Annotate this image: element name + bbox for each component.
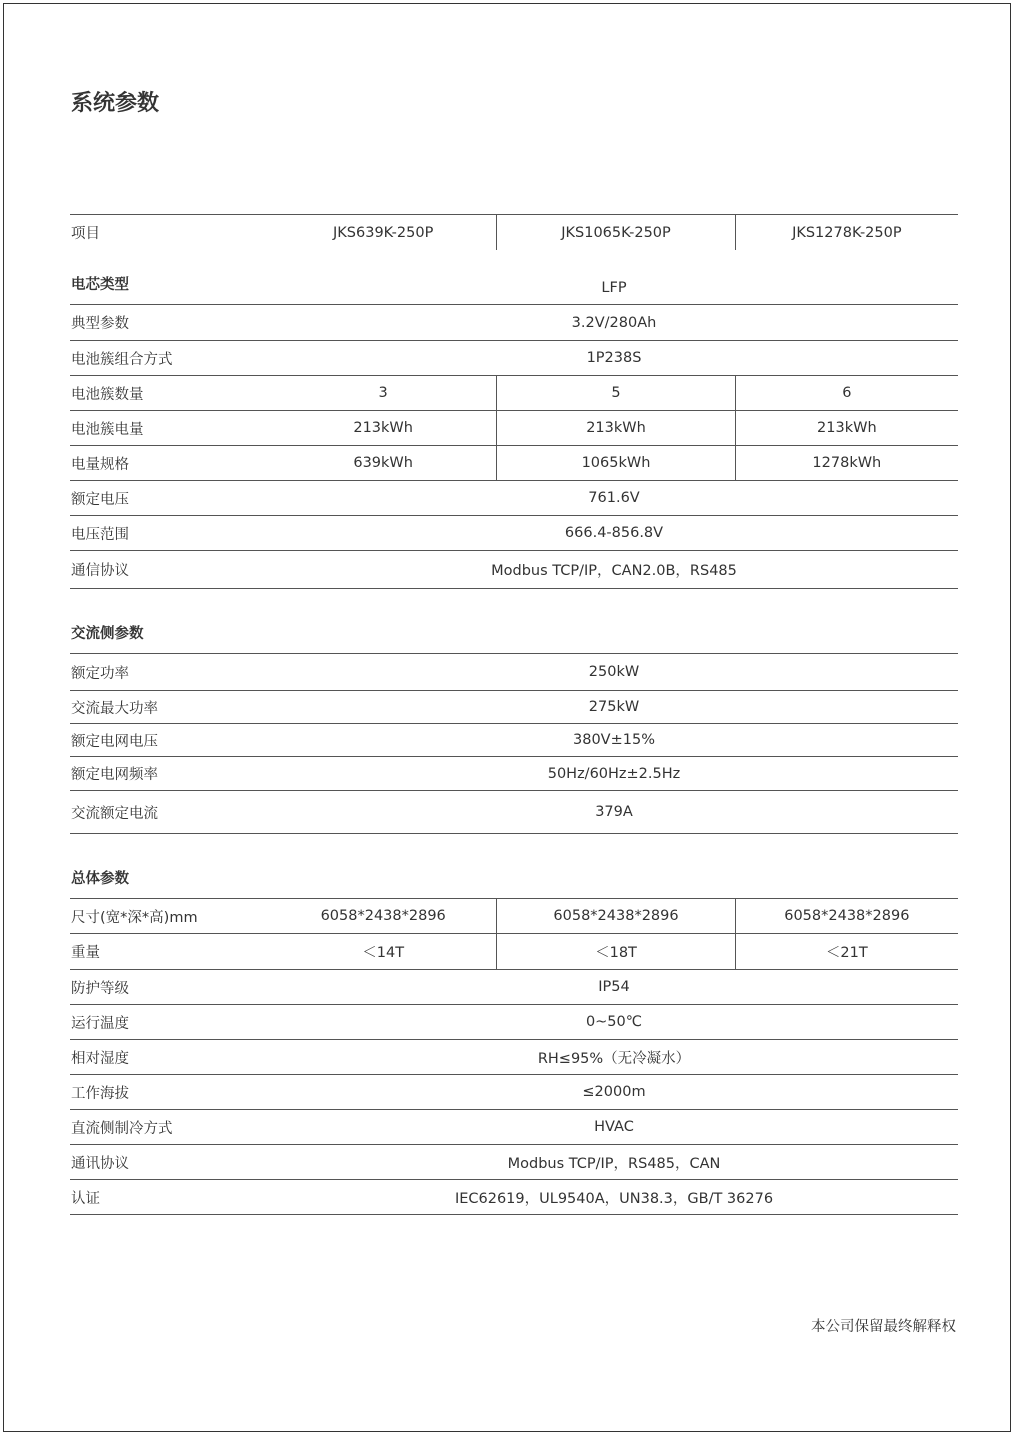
row-value: 380V±15% [573,732,655,748]
row-label: 电池簇数量 [71,386,144,403]
model-3: JKS1278K-250P [735,215,958,250]
row-label: 额定电压 [71,491,129,508]
row-value: 50Hz/60Hz±2.5Hz [547,765,681,782]
row-value: 761.6V [588,490,640,506]
row-label: 典型参数 [71,316,129,332]
row-label: 防护等级 [71,980,129,997]
row-cell: ＜18T [496,934,734,969]
row-cell: 213kWh [735,411,958,445]
row-label: 电压范围 [71,526,129,543]
row-cell: 213kWh [496,411,734,445]
table-row [70,410,958,445]
row-value: 1P238S [586,350,642,366]
section-battery [70,250,958,304]
row-label: 电池簇组合方式 [71,351,173,368]
table-row [70,723,958,756]
row-value: RH≤95%（无冷凝水） [537,1050,691,1067]
row-label: 运行温度 [71,1015,129,1032]
row-label: 认证 [71,1190,100,1207]
table-row [70,1144,958,1179]
model-2: JKS1065K-250P [496,215,734,250]
row-label: 电池簇电量 [71,421,144,438]
row-label: 通讯协议 [71,1155,129,1172]
footer-note: 本公司保留最终解释权 [811,1319,956,1335]
page-title: 系统参数 [71,91,160,116]
row-label: 额定功率 [71,665,129,682]
table-row [70,340,958,375]
section-label-ac: 交流侧参数 [71,626,144,642]
table-row [70,969,958,1004]
row-label: 通信协议 [71,563,129,579]
row-cell: 6058*2438*2896 [735,899,958,933]
cell-type-value: LFP [601,280,627,296]
header-label: 项目 [71,226,100,242]
row-label: 重量 [71,945,100,961]
row-value: IEC62619，UL9540A，UN38.3，GB/T 36276 [454,1190,774,1207]
row-value: HVAC [594,1119,634,1135]
row-value: 0~50℃ [585,1014,643,1030]
row-cell: 213kWh [353,420,413,436]
table-row [70,550,958,589]
row-value: IP54 [598,979,630,995]
row-cell: ＜14T [362,945,405,961]
row-value: Modbus TCP/IP，CAN2.0B，RS485 [491,563,737,579]
row-value: 275kW [588,699,640,715]
section-ac [70,589,958,653]
table-row [70,690,958,723]
table-row [70,790,958,834]
table-row [70,756,958,790]
row-label: 尺寸(宽*深*高)mm [71,909,198,926]
section-label-battery: 电芯类型 [71,277,129,293]
row-label: 直流侧制冷方式 [71,1120,173,1137]
row-label: 交流最大功率 [71,700,158,717]
row-cell: 6 [735,376,958,410]
row-label: 额定电网电压 [71,733,158,750]
table-row [70,933,958,969]
table-row [70,1074,958,1109]
row-value: 3.2V/280Ah [571,314,657,331]
row-cell: 6058*2438*2896 [320,908,446,924]
table-header-row [70,214,958,250]
row-value: Modbus TCP/IP，RS485，CAN [507,1155,721,1172]
row-label: 额定电网频率 [71,767,158,783]
model-1: JKS639K-250P [333,224,434,241]
table-row [70,375,958,410]
table-row [70,1109,958,1144]
row-cell: ＜21T [735,934,958,969]
row-cell: 3 [378,385,388,401]
section-general [70,834,958,898]
row-cell: 5 [496,376,734,410]
row-label: 相对湿度 [71,1050,129,1067]
table-row [70,1039,958,1074]
row-cell: 6058*2438*2896 [496,899,734,933]
table-row [70,304,958,340]
table-row [70,480,958,515]
table-row [70,898,958,933]
row-cell: 1278kWh [735,446,958,480]
spec-table [70,214,958,1215]
row-value: 250kW [588,664,640,680]
row-cell: 1065kWh [496,446,734,480]
row-value: 666.4-856.8V [564,525,664,541]
row-label: 工作海拔 [71,1085,129,1102]
row-value: 379A [595,804,633,820]
table-row [70,1004,958,1039]
row-label: 电量规格 [71,456,129,473]
row-cell: 639kWh [353,455,413,471]
section-label-general: 总体参数 [71,871,129,887]
table-row [70,515,958,550]
table-row [70,1179,958,1215]
table-row [70,653,958,690]
row-label: 交流额定电流 [71,805,158,822]
table-row [70,445,958,480]
row-value: ≤2000m [582,1084,646,1100]
